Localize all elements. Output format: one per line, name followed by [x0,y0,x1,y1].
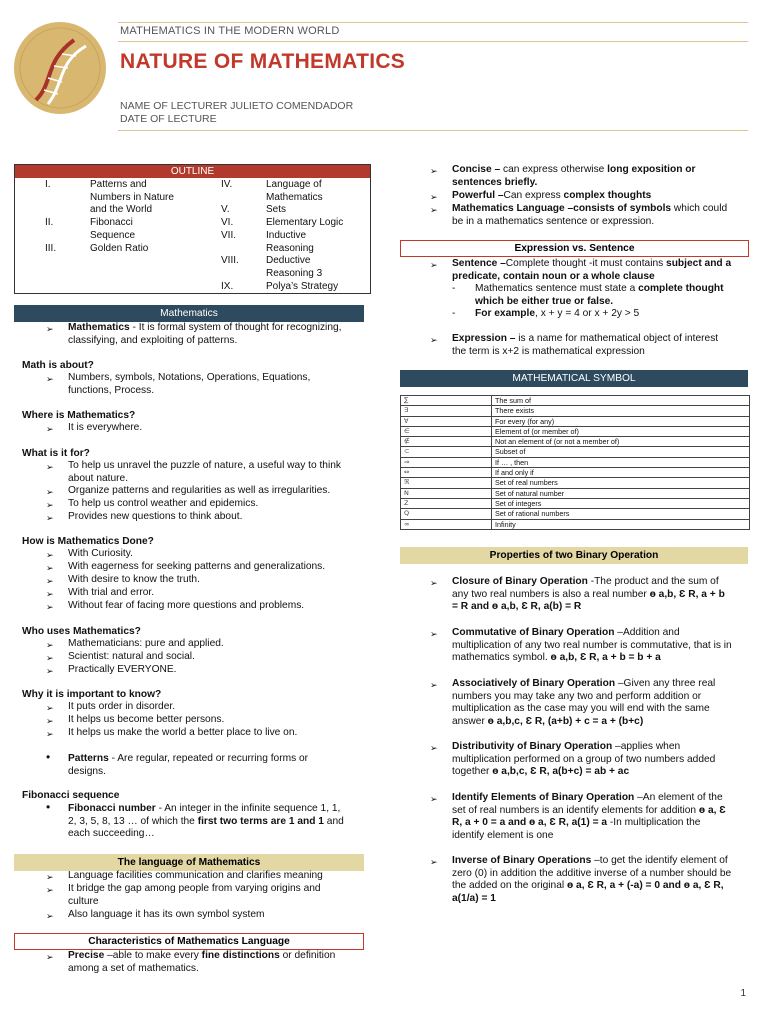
arrow-bullet-icon: ➢ [430,192,438,202]
section-bar-mathematics: Mathematics [14,305,364,322]
list-item: Numbers, symbols, Notations, Operations, Equations, functions, Process. [68,372,311,396]
powerful-definition: Powerful –Can express complex thoughts [452,190,652,201]
question-who-uses: Who uses Mathematics? [22,626,141,637]
arrow-bullet-icon: ➢ [430,794,438,804]
question-math-about: Math is about? [22,360,94,371]
fibonacci-heading: Fibonacci sequence [22,790,120,801]
arrow-bullet-icon: ➢ [46,729,54,739]
outline-left-nums: I. II. III. [45,179,57,254]
mlrc-notes-logo [14,22,106,114]
arrow-bullet-icon: ➢ [46,716,54,726]
precise-definition: Precise –able to make every fine distinctions or definition among a set of mathematics. [68,950,336,974]
arrow-bullet-icon: ➢ [46,911,54,921]
lecturer-name: NAME OF LECTURER JULIETO COMENDADOR [120,100,354,112]
dash-bullet: - [452,283,456,294]
sentence-subpoint: Mathematics sentence must state a complete thought which be either true or false. [475,283,724,307]
list-item: It is everywhere. [68,422,143,433]
table-row: Q Set of rational numbers [401,509,750,519]
expression-definition: Expression – is a name for mathematical object of interest the term is x+2 is mathematical expression [452,333,719,357]
dot-bullet-icon: • [46,800,51,814]
header-rule-top [118,22,748,23]
arrow-bullet-icon: ➢ [46,885,54,895]
sentence-example: For example, x + y = 4 or x + 2y > 5 [475,308,640,319]
list-item: Organize patterns and regularities as well as irregularities. [68,485,331,496]
arrow-bullet-icon: ➢ [46,653,54,663]
table-row: ∉ Not an element of (or not a member of) [401,437,750,447]
identity-property: Identify Elements of Binary Operation –An element of the set of real numbers is an identify elements for addition ɵ a, Ɛ R, a + 0 = a and ɵ a, Ɛ R, a(1) = a -In multiplication the identify element is one [452,792,726,841]
header-rule-bottom [118,130,748,131]
subject-title: MATHEMATICS IN THE MODERN WORLD [120,25,340,37]
dash-bullet: - [452,308,456,319]
arrow-bullet-icon: ➢ [46,550,54,560]
list-item: To help us control weather and epidemics. [68,498,259,509]
header-rule-mid [118,41,748,42]
table-row: ∞ Infinity [401,519,750,529]
concise-definition: Concise – can express otherwise long exposition or sentences briefly. [452,164,696,188]
section-bar-expression-sentence: Expression vs. Sentence [400,240,749,257]
section-bar-language: The language of Mathematics [14,854,364,871]
table-row: ∀ For every (for any) [401,416,750,426]
patterns-definition: Patterns - Are regular, repeated or recurring forms or designs. [68,753,309,777]
list-item: With desire to know the truth. [68,574,200,585]
question-what-for: What is it for? [22,448,90,459]
arrow-bullet-icon: ➢ [430,166,438,176]
arrow-bullet-icon: ➢ [46,872,54,882]
arrow-bullet-icon: ➢ [46,589,54,599]
dot-bullet-icon: • [46,750,51,764]
arrow-bullet-icon: ➢ [46,602,54,612]
arrow-bullet-icon: ➢ [430,205,438,215]
table-row: ℜ Set of real numbers [401,478,750,488]
table-row: ∈ Element of (or member of) [401,426,750,436]
inverse-property: Inverse of Binary Operations –to get the identify element of zero (0) in addition the additive inverse of a number should be the added on the original ɵ a, Ɛ R, a + (-a) = 0 and ɵ a, Ɛ R, a(1/a) = 1 [452,855,732,904]
arrow-bullet-icon: ➢ [430,260,438,270]
outline-right-nums: IV. V. VI. VII. VIII. IX. [221,179,239,292]
list-item: Practically EVERYONE. [68,664,177,675]
arrow-bullet-icon: ➢ [46,374,54,384]
mathematics-definition: Mathematics - It is formal system of thought for recognizing, classifying, and exploiting of patterns. [68,322,342,346]
associative-property: Associatively of Binary Operation –Given any three real numbers you may take any two and perform addition or multiplication as the case may you will end with the same answer ɵ a,b,c, Ɛ R, (a+b) + c = a + (b+c) [452,678,716,727]
closure-property: Closure of Binary Operation -The product and the sum of any two real numbers is also a real number ɵ a,b, Ɛ R, a + b = R and ɵ a,b, Ɛ R, a(b) = R [452,576,725,613]
outline-left-items: Patterns and Numbers in Nature and the World Fibonacci Sequence Golden Ratio [90,179,174,254]
fibonacci-definition: Fibonacci number - An integer in the infinite sequence 1, 1, 2, 3, 5, 8, 13 … of which the first two terms are 1 and 1 and each succeeding… [68,803,344,840]
arrow-bullet-icon: ➢ [430,335,438,345]
table-row: ⇔ If and only if [401,468,750,478]
list-item: It bridge the gap among people from varying origins and culture [68,883,321,907]
arrow-bullet-icon: ➢ [46,324,54,334]
arrow-bullet-icon: ➢ [46,666,54,676]
arrow-bullet-icon: ➢ [46,563,54,573]
table-row: ∃ There exists [401,406,750,416]
page-number: 1 [740,988,746,999]
arrow-bullet-icon: ➢ [430,857,438,867]
outline-right-items: Language of Mathematics Sets Elementary Logic Inductive Reasoning Deductive Reasoning 3 Polya’s Strategy [266,179,344,292]
arrow-bullet-icon: ➢ [46,500,54,510]
page-title: NATURE OF MATHEMATICS [120,50,406,73]
question-where: Where is Mathematics? [22,410,136,421]
question-why-important: Why it is important to know? [22,689,162,700]
arrow-bullet-icon: ➢ [46,576,54,586]
outline-title: OUTLINE [15,165,370,178]
arrow-bullet-icon: ➢ [430,680,438,690]
section-bar-characteristics: Characteristics of Mathematics Language [14,933,364,950]
table-row: N Set of natural number [401,488,750,498]
arrow-bullet-icon: ➢ [430,578,438,588]
list-item: With Curiosity. [68,548,133,559]
arrow-bullet-icon: ➢ [46,952,54,962]
arrow-bullet-icon: ➢ [430,629,438,639]
sentence-definition: Sentence –Complete thought -it must contains subject and a predicate, contain noun or a whole clause [452,258,732,282]
table-row: ∑ The sum of [401,396,750,406]
outline-table [14,164,371,294]
question-how-done: How is Mathematics Done? [22,536,154,547]
symbol-table [400,395,750,530]
list-item: Language facilities communication and clarifies meaning [68,870,323,881]
list-item: With trial and error. [68,587,155,598]
list-item: It helps us make the world a better place to live on. [68,727,298,738]
list-item: To help us unravel the puzzle of nature, a useful way to think about nature. [68,460,341,484]
arrow-bullet-icon: ➢ [430,743,438,753]
arrow-bullet-icon: ➢ [46,513,54,523]
distributive-property: Distributivity of Binary Operation –applies when multiplication performed on a group of two numbers added together ɵ a,b,c, Ɛ R, a(b+c) = ab + ac [452,741,716,778]
list-item: With eagerness for seeking patterns and generalizations. [68,561,326,572]
section-bar-properties: Properties of two Binary Operation [400,547,748,564]
list-item: It puts order in disorder. [68,701,176,712]
arrow-bullet-icon: ➢ [46,640,54,650]
commutative-property: Commutative of Binary Operation –Addition and multiplication of any two real number is commutative, that is in mathematics symbol. ɵ a,b, Ɛ R, a + b = b + a [452,627,732,664]
arrow-bullet-icon: ➢ [46,487,54,497]
arrow-bullet-icon: ➢ [46,462,54,472]
section-bar-symbols: MATHEMATICAL SYMBOL [400,370,748,387]
table-row: ⊂ Subset of [401,447,750,457]
table-row: Z Set of integers [401,498,750,508]
list-item: Mathematicians: pure and applied. [68,638,224,649]
arrow-bullet-icon: ➢ [46,703,54,713]
list-item: Also language it has its own symbol system [68,909,265,920]
list-item: Scientist: natural and social. [68,651,195,662]
list-item: Without fear of facing more questions and problems. [68,600,305,611]
dna-helix-icon [14,22,106,114]
lecture-date: DATE OF LECTURE [120,113,217,125]
list-item: It helps us become better persons. [68,714,225,725]
math-language-definition: Mathematics Language –consists of symbols which could be in a mathematics sentence or expression. [452,203,728,227]
table-row: ⇒ If … , then [401,457,750,467]
arrow-bullet-icon: ➢ [46,424,54,434]
list-item: Provides new questions to think about. [68,511,243,522]
